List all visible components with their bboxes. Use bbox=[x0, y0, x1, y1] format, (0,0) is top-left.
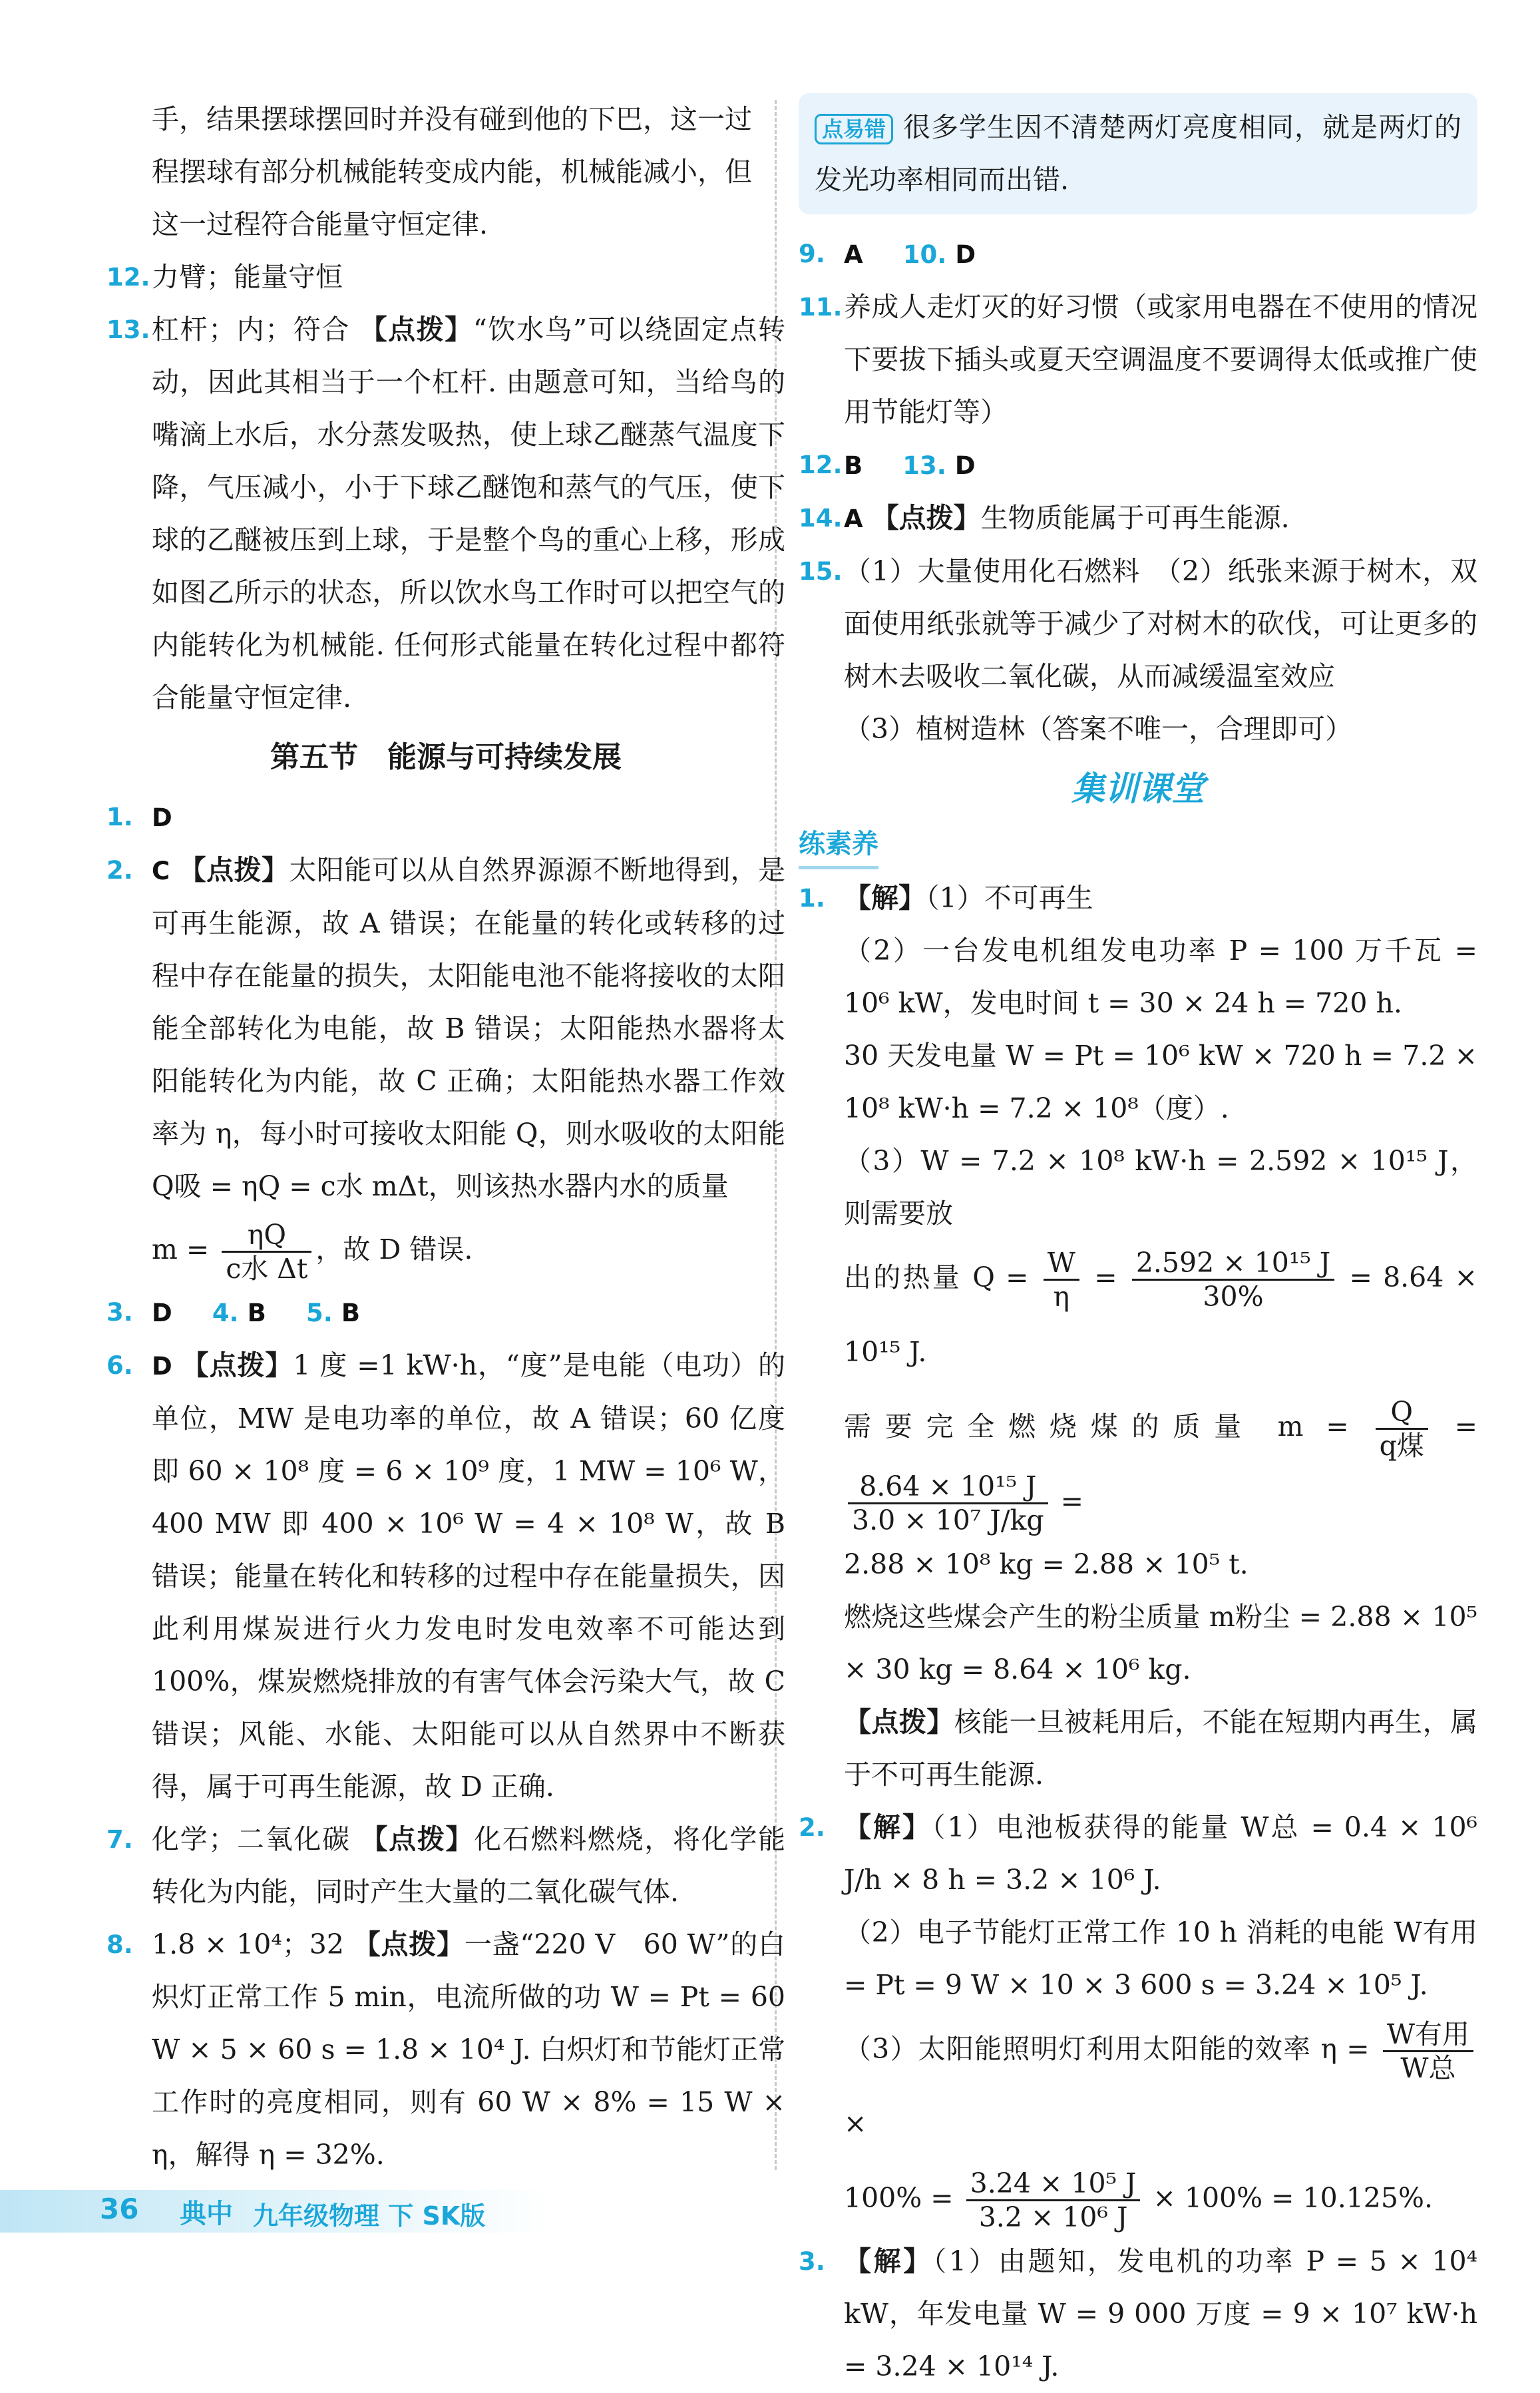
equals-sign: = bbox=[1094, 1261, 1117, 1293]
question-number: 3. bbox=[799, 2247, 825, 2276]
answer-text: 1.8 × 10⁴；32 bbox=[152, 1928, 344, 1960]
page-footer bbox=[0, 2190, 1540, 2233]
question-number: 9. bbox=[799, 240, 825, 268]
solution-line: （1）电池板获得的能量 W总 = 0.4 × 10⁶ J/h × 8 h = 3.2 × 10⁶ J. bbox=[844, 1811, 1477, 1896]
formula-line bbox=[844, 1389, 1477, 1538]
formula-line bbox=[844, 1240, 1477, 1389]
solution-2 bbox=[799, 1801, 1477, 2235]
tip-label: 【点拨】 bbox=[178, 854, 289, 886]
numerator: 8.64 × 10¹⁵ J bbox=[848, 1470, 1048, 1504]
answer-text: 力臂；能量守恒 bbox=[152, 261, 343, 293]
explanation-text: 核能一旦被耗用后，不能在短期内再生，属于不可再生能源. bbox=[844, 1706, 1478, 1791]
continued-answer bbox=[106, 93, 785, 251]
answers-12-13 bbox=[799, 439, 1477, 492]
formula-rhs: × bbox=[844, 2107, 867, 2139]
solution-line: （2）一台发电机组发电功率 P = 100 万千瓦 = 10⁶ kW，发电时间 t = 30 × 24 h = 720 h. bbox=[844, 935, 1477, 1019]
publisher-logo: 典中 bbox=[180, 2199, 233, 2229]
formula-lhs: 100% = bbox=[844, 2182, 954, 2214]
denominator: q煤 bbox=[1379, 1430, 1424, 1462]
solution-line: （1）由题知，发电机的功率 P = 5 × 10⁴ kW，年发电量 W = 9 000 万度 = 9 × 10⁷ kW·h = 3.24 × 10¹⁴ J. bbox=[844, 2245, 1478, 2382]
answer-letter: A bbox=[844, 505, 863, 533]
answer-text: 养成人走灯灭的好习惯（或家用电器在不使用的情况下要拔下插头或夏天空调温度不要调得太低或推广使用节能灯等） bbox=[844, 291, 1477, 428]
fraction bbox=[222, 1219, 311, 1285]
question-number: 10. bbox=[902, 240, 947, 269]
question-number: 13. bbox=[902, 451, 946, 480]
question-number: 4. bbox=[212, 1299, 239, 1327]
explanation-text: 太阳能可以从自然界源源不断地得到，是可再生能源，故 A 错误；在能量的转化或转移的过程中存在能量的损失，太阳能电池不能将接收的太阳能全部转化为电能，故 B 错误；太阳能热水器将太阳能转化为内能，故 C 正确；太阳能热水器工作效率为 η，每小时可接收太阳能 Q，则水吸收的太阳能 bbox=[152, 854, 785, 1150]
explanation-text: 化石燃料燃烧，将化学能转化为内能，同时产生大量的二氧化碳气体. bbox=[152, 1823, 785, 1908]
answer-letter: D bbox=[152, 803, 172, 832]
answer-6 bbox=[106, 1339, 785, 1813]
answer-1 bbox=[106, 791, 785, 844]
solution-line: 30 天发电量 W = Pt = 10⁶ kW × 720 h = 7.2 × 10⁸ kW·h = 7.2 × 10⁸（度）. bbox=[844, 1040, 1477, 1124]
formula-line bbox=[152, 1213, 785, 1286]
question-number: 6. bbox=[106, 1351, 133, 1380]
text-line: 手，结果摆球摆回时并没有碰到他的下巴，这一过 bbox=[152, 103, 752, 135]
fraction bbox=[1044, 1247, 1079, 1313]
tip-label: 【点拨】 bbox=[360, 1823, 475, 1855]
text-line: 这一过程符合能量守恒定律. bbox=[152, 208, 488, 240]
formula-lhs: 出的热量 Q = bbox=[844, 1261, 1029, 1293]
explanation-text: “饮水鸟”可以绕固定点转动，因此其相当于一个杠杆. 由题意可知，当给鸟的嘴滴上水后，水分蒸发吸热，使上球乙醚蒸气温度下降，气压减小，小于下球乙醚饱和蒸气的气压，使下球的乙醚被压到上球，于是整个鸟的重心上移，形成如图乙所示的状态，所以饮水鸟工作时可以把空气的内能转化为机械能. 任何形式能量在转化过程中都符合能量守恒定律. bbox=[152, 314, 786, 714]
answer-letter: D bbox=[955, 240, 976, 269]
solution-label: 【解】 bbox=[844, 882, 926, 914]
tip-label: 【点拨】 bbox=[181, 1349, 293, 1381]
section-heading: 集训课堂 bbox=[1071, 769, 1205, 808]
explanation-text: 1 度 =1 kW·h，“度”是电能（电功）的单位，MW 是电功率的单位，故 A 错误；60 亿度即 60 × 10⁸ 度 = 6 × 10⁹ 度，1 MW = 10⁶ W，400 MW 即 400 × 10⁶ W = 4 × 10⁸ W，故 B 错误；能量在转化和转移的过程中存在能量损失，因此利用煤炭进行火力发电时发电效率不可能达到 100%，煤炭燃烧排放的有害气体会污染大气，故 C 错误；风能、水能、太阳能可以从自然界中不断获得，属于可再生能源，故 D 正确. bbox=[152, 1349, 785, 1803]
question-number: 14. bbox=[799, 504, 843, 533]
denominator: 3.2 × 10⁶ J bbox=[978, 2201, 1128, 2233]
question-number: 13. bbox=[106, 316, 150, 344]
question-number: 11. bbox=[799, 293, 843, 322]
tip-label: 【点拨】 bbox=[353, 1928, 465, 1960]
solution-line: 燃烧这些煤会产生的粉尘质量 m粉尘 = 2.88 × 10⁵ × 30 kg = 8.64 × 10⁶ kg. bbox=[844, 1601, 1477, 1685]
answers-9-10 bbox=[799, 228, 1477, 281]
answer-13 bbox=[106, 304, 785, 724]
answer-letter: B bbox=[341, 1299, 361, 1327]
answer-12 bbox=[106, 251, 785, 304]
answer-8 bbox=[106, 1918, 785, 2181]
numerator: W有用 bbox=[1383, 2018, 1473, 2052]
denominator: 30% bbox=[1203, 1281, 1264, 1313]
explanation-text: 生物质能属于可再生能源. bbox=[980, 502, 1290, 534]
solution-label: 【解】 bbox=[844, 1811, 932, 1843]
answers-3-5 bbox=[106, 1286, 785, 1339]
text-line: 程摆球有部分机械能转变成内能，机械能减小，但 bbox=[152, 156, 752, 188]
answer-letter: A bbox=[844, 240, 863, 269]
question-number: 7. bbox=[106, 1825, 133, 1854]
fraction bbox=[1132, 1247, 1334, 1313]
answer-7 bbox=[106, 1813, 785, 1918]
solution-line: 2.88 × 10⁸ kg = 2.88 × 10⁵ t. bbox=[844, 1548, 1249, 1580]
numerator: 2.592 × 10¹⁵ J bbox=[1132, 1247, 1334, 1281]
numerator: 3.24 × 10⁵ J bbox=[966, 2167, 1141, 2201]
tip-label: 【点拨】 bbox=[844, 1706, 954, 1738]
sub-heading: 练素养 bbox=[799, 822, 878, 869]
section-title: 第五节 能源与可持续发展 bbox=[270, 740, 622, 774]
tip-label: 【点拨】 bbox=[871, 502, 981, 534]
question-number: 2. bbox=[799, 1813, 825, 1842]
tip-label: 【点拨】 bbox=[359, 314, 473, 345]
formula-lhs: 需要完全燃烧煤的质量 m = bbox=[844, 1411, 1349, 1442]
answer-letter: B bbox=[844, 451, 863, 480]
question-number: 12. bbox=[106, 263, 150, 292]
question-number: 12. bbox=[799, 451, 843, 479]
formula-lhs: （3）太阳能照明灯利用太阳能的效率 η = bbox=[844, 2033, 1370, 2065]
formula-lhs: m = bbox=[152, 1233, 210, 1265]
question-number: 5. bbox=[305, 1299, 333, 1327]
solution-line: （1）不可再生 bbox=[926, 882, 1093, 914]
explanation-text: 一盏“220 V 60 W”的白炽灯正常工作 5 min，电流所做的功 W = Pt = 60 W × 5 × 60 s = 1.8 × 10⁴ J. 白炽灯和节能灯正常工作时的亮度相同，则有 60 W × 8% = 15 W × η，解得 η = 32%. bbox=[152, 1928, 785, 2171]
formula-text: Q吸 = ηQ = c水 mΔt，则该热水器内水的质量 bbox=[152, 1170, 729, 1202]
question-number: 1. bbox=[799, 884, 825, 913]
answer-text: 化学；二氧化碳 bbox=[152, 1823, 351, 1855]
answer-letter: D bbox=[152, 1352, 172, 1381]
denominator: c水 Δt bbox=[226, 1253, 308, 1285]
page-number: 36 bbox=[100, 2193, 139, 2225]
question-number: 1. bbox=[106, 803, 133, 831]
solution-line: （2）电子节能灯正常工作 10 h 消耗的电能 W有用 = Pt = 9 W × 10 × 3 600 s = 3.24 × 10⁵ J. bbox=[844, 1916, 1477, 2001]
answer-text: （1）大量使用化石燃料 （2）纸张来源于树木，双面使用纸张就等于减少了对树木的砍伐，可让更多的树木去吸收二氧化碳，从而减缓温室效应 bbox=[844, 555, 1477, 692]
formula-rhs: = bbox=[1060, 1485, 1084, 1517]
answer-letter: D bbox=[954, 451, 976, 480]
numerator: W bbox=[1044, 1247, 1079, 1281]
solution-3 bbox=[799, 2235, 1477, 2393]
right-column bbox=[799, 93, 1477, 2393]
answer-2 bbox=[106, 844, 785, 1286]
fraction bbox=[1383, 2018, 1473, 2084]
answer-text: 杠杆；内；符合 bbox=[152, 314, 350, 345]
question-number: 2. bbox=[106, 856, 133, 885]
question-number: 8. bbox=[106, 1930, 133, 1959]
denominator: 3.0 × 10⁷ J/kg bbox=[852, 1504, 1044, 1536]
error-hint-text: 很多学生因不清楚两灯亮度相同，就是两灯的发光功率相同而出错. bbox=[815, 111, 1461, 196]
answer-15 bbox=[799, 545, 1477, 756]
answer-letter: C bbox=[152, 857, 170, 885]
answer-text: （3）植树造林（答案不唯一，合理即可） bbox=[844, 713, 1353, 745]
formula-line bbox=[844, 2012, 1477, 2161]
formula-rhs: × 100% = 10.125%. bbox=[1153, 2182, 1433, 2214]
numerator: ηQ bbox=[222, 1219, 311, 1253]
left-column bbox=[106, 93, 785, 2181]
book-title: 九年级物理 下 SK版 bbox=[253, 2201, 486, 2231]
numerator: Q bbox=[1376, 1396, 1428, 1430]
answer-11 bbox=[799, 281, 1477, 439]
formula-rhs: = 8.64 × 10¹⁵ J. bbox=[844, 1261, 1477, 1368]
denominator: η bbox=[1053, 1281, 1070, 1313]
solution-label: 【解】 bbox=[844, 2245, 933, 2277]
fraction bbox=[1376, 1396, 1428, 1462]
error-hint-tag: 点易错 bbox=[815, 114, 893, 144]
error-hint-box bbox=[799, 93, 1477, 214]
solution-line: （3）W = 7.2 × 10⁸ kW·h = 2.592 × 10¹⁵ J，则需要放 bbox=[844, 1145, 1477, 1229]
question-number: 3. bbox=[106, 1298, 133, 1327]
answer-14 bbox=[799, 492, 1477, 545]
fraction bbox=[848, 1470, 1048, 1536]
equals-sign: = bbox=[1454, 1411, 1477, 1442]
solution-1 bbox=[799, 872, 1477, 1801]
formula-rhs: ，故 D 错误. bbox=[315, 1233, 473, 1265]
answer-letter: D bbox=[152, 1299, 172, 1327]
question-number: 15. bbox=[799, 557, 843, 586]
answer-letter: B bbox=[247, 1299, 266, 1327]
denominator: W总 bbox=[1400, 2052, 1456, 2084]
